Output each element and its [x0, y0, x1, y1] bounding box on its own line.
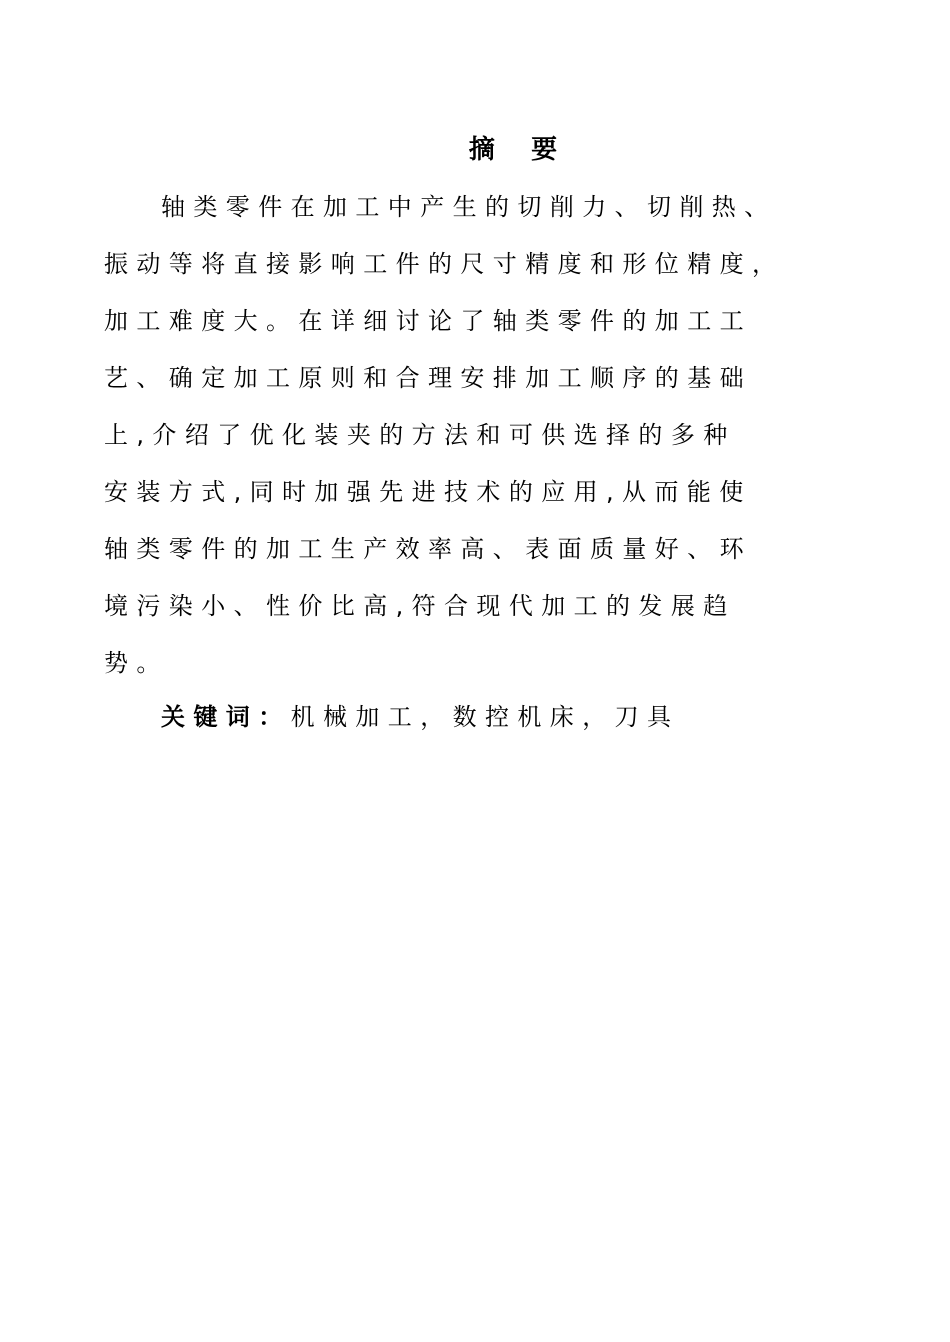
abstract-line: 势。 — [104, 649, 169, 677]
keywords-line — [161, 695, 679, 739]
abstract-line: 振动等将直接影响工件的尺寸精度和形位精度， — [104, 250, 785, 278]
abstract-line: 境污染小、性价比高,符合现代加工的发展趋 — [104, 592, 736, 620]
abstract-line: 加工难度大。在详细讨论了轴类零件的加工工 — [104, 307, 752, 335]
abstract-body — [104, 182, 894, 695]
abstract-line: 艺、确定加工原则和合理安排加工顺序的基础 — [104, 364, 752, 392]
abstract-line: 安装方式,同时加强先进技术的应用,从而能使 — [104, 478, 752, 506]
abstract-title: 摘 要 — [468, 135, 558, 165]
abstract-line: 轴类零件的加工生产效率高、表面质量好、环 — [104, 535, 752, 563]
keywords-label: 关键词： — [161, 703, 291, 731]
abstract-line: 轴类零件在加工中产生的切削力、切削热、 — [161, 193, 777, 221]
abstract-line: 上,介绍了优化装夹的方法和可供选择的多种 — [104, 421, 736, 449]
keywords-text: 机械加工，数控机床，刀具 — [290, 703, 680, 731]
